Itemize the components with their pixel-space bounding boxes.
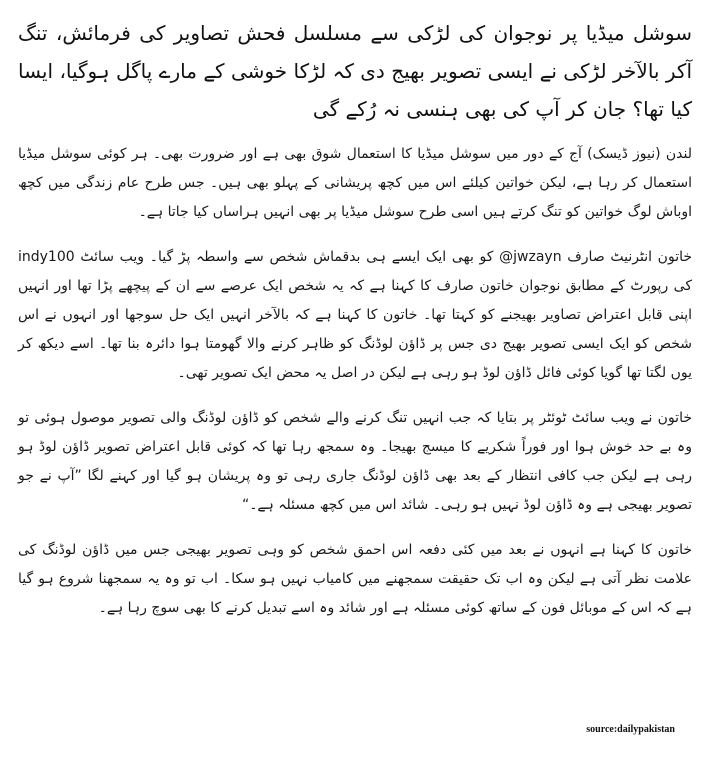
article-paragraph-4: خاتون کا کہنا ہے انہوں نے بعد میں کئی دفعہ اس احمق شخص کو وہی تصویر بھیجی جس میں ڈاؤن لوڈنگ کی علامت نظر آتی ہے لیکن وہ اب تک حقیقت سمجھنے میں کامیاب نہیں ہو سکا۔ اب تو وہ یہ سمجھنا شروع ہو گیا ہے کہ اس کے موبائل فون کے ساتھ کوئی مسئلہ ہے اور شائد وہ اسے تبدیل کرنے کا بھی سوچ رہا ہے۔ [18, 542, 692, 616]
article-headline: سوشل میڈیا پر نوجوان کی لڑکی سے مسلسل فحش تصاویر کی فرمائش، تنگ آکر بالآخر لڑکی نے ایسی تصویر بھیج دی کہ لڑکا خوشی کے مارے پاگل ہوگیا، ایسا کیا تھا؟ جان کر آپ کی بھی ہنسی نہ رُکے گی [18, 21, 692, 121]
article-paragraph-2: خاتون انٹرنیٹ صارف jwzayn@ کو بھی ایک ایسے ہی بدقماش شخص سے واسطہ پڑ گیا۔ ویب سائٹ indy100 کی رپورٹ کے مطابق نوجوان خاتون صارف کا کہنا ہے کہ یہ شخص ایک عرصے سے ان کے پیچھے پڑا تھا اور انہیں اپنی قابل اعتراض تصاویر بھیجنے کو کہتا تھا۔ خاتون کا کہنا ہے کہ بالآخر انہیں ایک حل سوجھا اور انہوں نے اس شخص کو ایک ایسی تصویر بھیج دی جس پر ڈاؤن لوڈنگ کو ظاہر کرنے والا گھومتا ہوا دائرہ بنا تھا۔ اسے دیکھ کر یوں لگتا تھا گویا کوئی فائل ڈاؤن لوڈ ہو رہی ہے لیکن در اصل یہ محض ایک تصویر تھی۔ [18, 249, 693, 381]
news-article [18, 14, 692, 623]
article-paragraph-3: خاتون نے ویب سائٹ ٹوئٹر پر بتایا کہ جب انہیں تنگ کرنے والے شخص کو ڈاؤن لوڈنگ والی تصویر موصول ہوئی تو وہ بے حد خوش ہوا اور فوراً شکریے کا میسج بھیجا۔ وہ سمجھ رہا تھا کہ کوئی قابل اعتراض تصویر ڈاؤن لوڈ ہو رہی ہے لیکن جب کافی انتظار کے بعد بھی ڈاؤن لوڈنگ جاری رہی تو وہ پریشان ہو گیا اور کہنے لگا ”آپ نے جو تصویر بھیجی ہے وہ ڈاؤن لوڈ نہیں ہو رہی۔ شائد اس میں کچھ مسئلہ ہے۔“ [18, 410, 692, 513]
source-credit: source:dailypakistan [586, 724, 675, 735]
article-paragraph-1: لندن (نیوز ڈیسک) آج کے دور میں سوشل میڈیا کا استعمال شوق بھی ہے اور ضرورت بھی۔ ہر کوئی سوشل میڈیا استعمال کر رہا ہے، لیکن خواتین کیلئے اس میں کچھ پریشانی کے پہلو بھی ہیں۔ جس طرح عام زندگی میں کچھ اوباش لوگ خواتین کو تنگ کرتے ہیں اسی طرح سوشل میڈیا پر بھی انہیں ہراساں کیا جاتا ہے۔ [18, 146, 692, 220]
